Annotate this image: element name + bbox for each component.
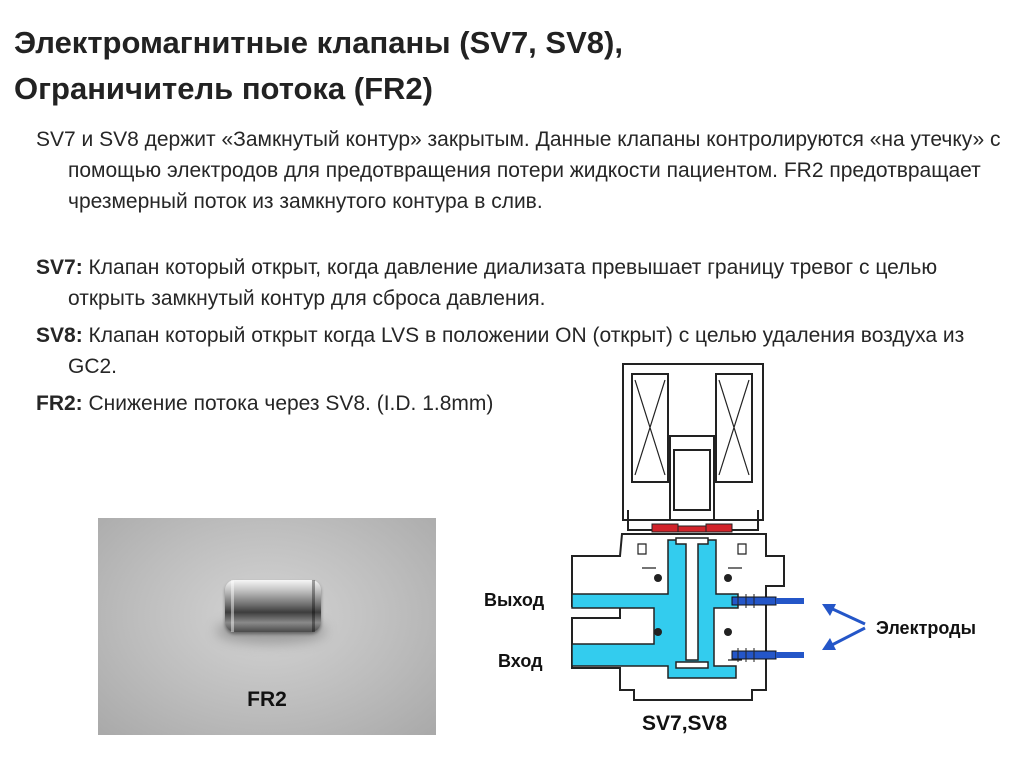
solenoid-housing: [623, 364, 763, 530]
fr2-photo-caption: FR2: [247, 688, 287, 711]
electrode-arrows: [822, 604, 865, 650]
fr2-photo: [98, 518, 436, 735]
sv7-text: Клапан который открыт, когда давление диализата превышает границу тревог с целью открыть замкнутый контур для сброса давления.: [68, 256, 938, 310]
intro-paragraph: SV7 и SV8 держит «Замкнутый контур» закрытым. Данные клапаны контролируются «на утечку» с помощью электродов для предотвращения потери жидкости пациентом. FR2 предотвращает чрезмерный поток из замкнутого контура в слив.: [36, 128, 1001, 213]
valve-diagram: [470, 360, 1010, 760]
sv8-text: Клапан который открыт когда LVS в положении ON (открыт) с целью удаления воздуха из GC2.: [68, 324, 965, 378]
sv7-key: SV7:: [36, 256, 83, 279]
inlet-label: Вход: [498, 651, 543, 671]
fr2-cylinder: [225, 580, 321, 632]
fr2-key: FR2:: [36, 392, 83, 415]
outlet-label: Выход: [484, 590, 545, 610]
sv8-key: SV8:: [36, 324, 83, 347]
title-line-1: Электромагнитные клапаны (SV7, SV8),: [14, 25, 623, 60]
sv7-paragraph: [36, 252, 1018, 314]
valve-seals: [652, 524, 732, 532]
electrodes-label: Электроды: [876, 618, 976, 638]
title-line-2: Ограничитель потока (FR2): [14, 71, 433, 106]
slide-title: [14, 20, 1004, 112]
diagram-caption: SV7,SV8: [642, 712, 728, 735]
fr2-text: Снижение потока через SV8. (I.D. 1.8mm): [82, 392, 494, 415]
